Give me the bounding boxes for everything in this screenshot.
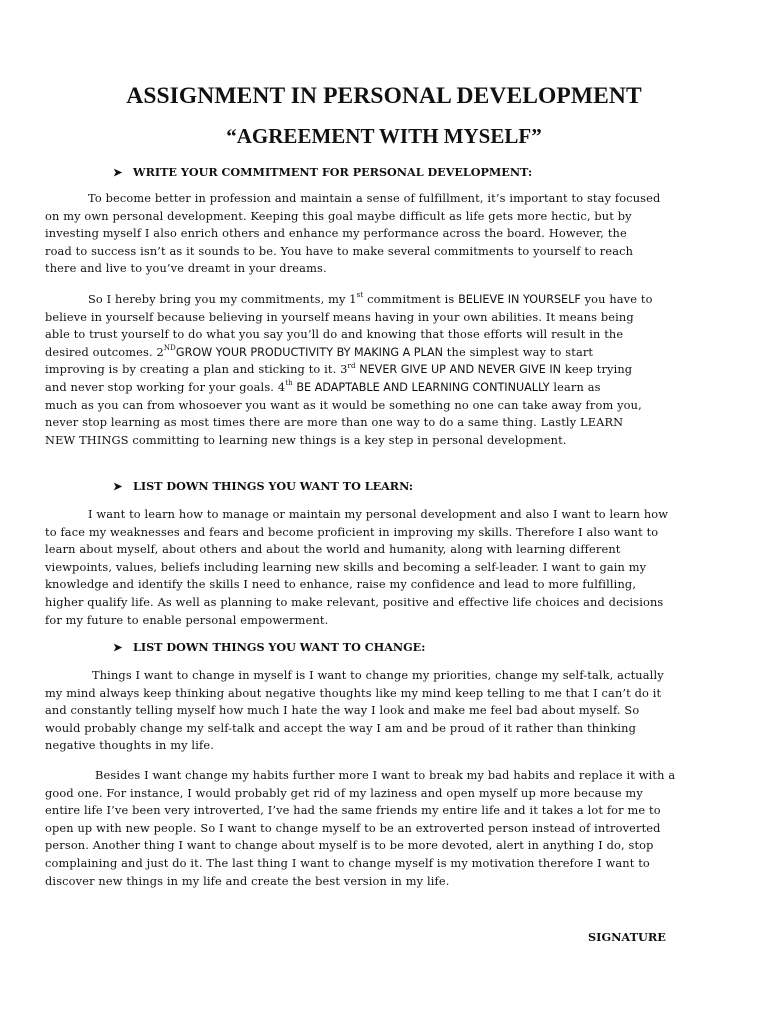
text-line: and constantly telling myself how much I hate the way I look and make me feel bad about myself. So: [45, 703, 640, 718]
arrowhead-bullet-icon: ➤: [113, 480, 123, 493]
arrowhead-bullet-icon: ➤: [113, 641, 123, 654]
text-line: learn about myself, about others and about the world and humanity, along with learning different: [45, 542, 621, 557]
text-line: To become better in profession and maintain a sense of fulfillment, it’s important to stay focused: [88, 191, 661, 205]
text-line: complaining and just do it. The last thing I want to change myself is my motivation therefore I want to: [45, 855, 650, 870]
text-line: entire life I’ve been very introverted, I’ve had the same friends my entire life and it takes a lot for me to: [45, 803, 661, 818]
text-line: road to success isn’t as it sounds to be. You have to make several commitments to yourself to reach: [45, 243, 634, 258]
text-line: would probably change my self-talk and accept the way I am and be proud of it rather than thinking: [45, 720, 637, 735]
arrowhead-bullet-icon: ➤: [113, 166, 123, 179]
paragraph-learn: [45, 506, 725, 629]
text-line: viewpoints, values, beliefs including learning new skills and becoming a self-leader. I want to gain my: [45, 559, 647, 574]
text-line: desired outcomes. 2NDGROW YOUR PRODUCTIVITY BY MAKING A PLAN the simplest way to start: [45, 344, 594, 359]
text-line: knowledge and identify the skills I need to enhance, raise my confidence and lead to more fulfilling,: [45, 577, 637, 592]
text-line: improving is by creating a plan and sticking to it. 3rd NEVER GIVE UP AND NEVER GIVE IN keep trying: [45, 361, 633, 377]
paragraph-change-1: [45, 667, 725, 755]
text-line: So I hereby bring you my commitments, my 1st commitment is BELIEVE IN YOURSELF you have to: [88, 291, 653, 306]
text-line: open up with new people. So I want to change myself to be an extroverted person instead of introverted: [45, 820, 661, 835]
paragraph-commitments: [45, 291, 725, 449]
text-line: good one. For instance, I would probably get rid of my laziness and open myself up more because my: [45, 785, 643, 800]
section-heading-commitment: ➤ WRITE YOUR COMMITMENT FOR PERSONAL DEVELOPMENT:: [113, 165, 533, 179]
text-line: and never stop working for your goals. 4th BE ADAPTABLE AND LEARNING CONTINUALLY learn as: [45, 379, 601, 394]
text-line: able to trust yourself to do what you say you’ll do and knowing that those efforts will result in the: [45, 327, 624, 342]
paragraph-change-2: [45, 767, 725, 890]
text-line: investing myself I also enrich others and enhance my performance across the board. However, the: [45, 226, 627, 241]
text-line: I want to learn how to manage or maintain my personal development and also I want to learn how: [88, 507, 669, 521]
text-line: discover new things in my life and create the best version in my life.: [45, 873, 450, 888]
text-line: NEW THINGS committing to learning new things is a key step in personal development.: [45, 432, 567, 447]
text-line: believe in yourself because believing in yourself means having in your own abilities. It means being: [45, 309, 634, 324]
text-line: on my own personal development. Keeping this goal maybe difficult as life gets more hectic, but by: [45, 208, 632, 223]
text-line: never stop learning as most times there are more than one way to do a same thing. Lastly LEARN: [45, 415, 624, 430]
text-line: negative thoughts in my life.: [45, 738, 214, 753]
document-subtitle: “AGREEMENT WITH MYSELF”: [226, 124, 542, 148]
paragraph-commitment-intro: [45, 190, 725, 278]
text-line: there and live to you’ve dreamt in your dreams.: [45, 261, 327, 276]
text-line: Besides I want change my habits further more I want to break my bad habits and replace it with a: [95, 768, 676, 782]
text-line: person. Another thing I want to change about myself is to be more devoted, alert in anything I do, stop: [45, 838, 654, 853]
text-line: Things I want to change in myself is I want to change my priorities, change my self-talk, actually: [92, 668, 664, 682]
text-line: higher qualify life. As well as planning to make relevant, positive and effective life choices and decisions: [45, 594, 664, 609]
text-line: my mind always keep thinking about negative thoughts like my mind keep telling to me that I can’t do it: [45, 685, 662, 700]
text-line: for my future to enable personal empowerment.: [45, 612, 329, 627]
document-title: ASSIGNMENT IN PERSONAL DEVELOPMENT: [126, 83, 642, 109]
section-heading-change: ➤ LIST DOWN THINGS YOU WANT TO CHANGE:: [113, 640, 426, 654]
text-line: to face my weaknesses and fears and become proficient in improving my skills. Therefore I also want to: [45, 524, 659, 539]
signature-label: SIGNATURE: [588, 930, 666, 944]
text-line: much as you can from whosoever you want as it would be something no one can take away from you,: [45, 397, 642, 412]
section-heading-learn: ➤ LIST DOWN THINGS YOU WANT TO LEARN:: [113, 479, 414, 493]
